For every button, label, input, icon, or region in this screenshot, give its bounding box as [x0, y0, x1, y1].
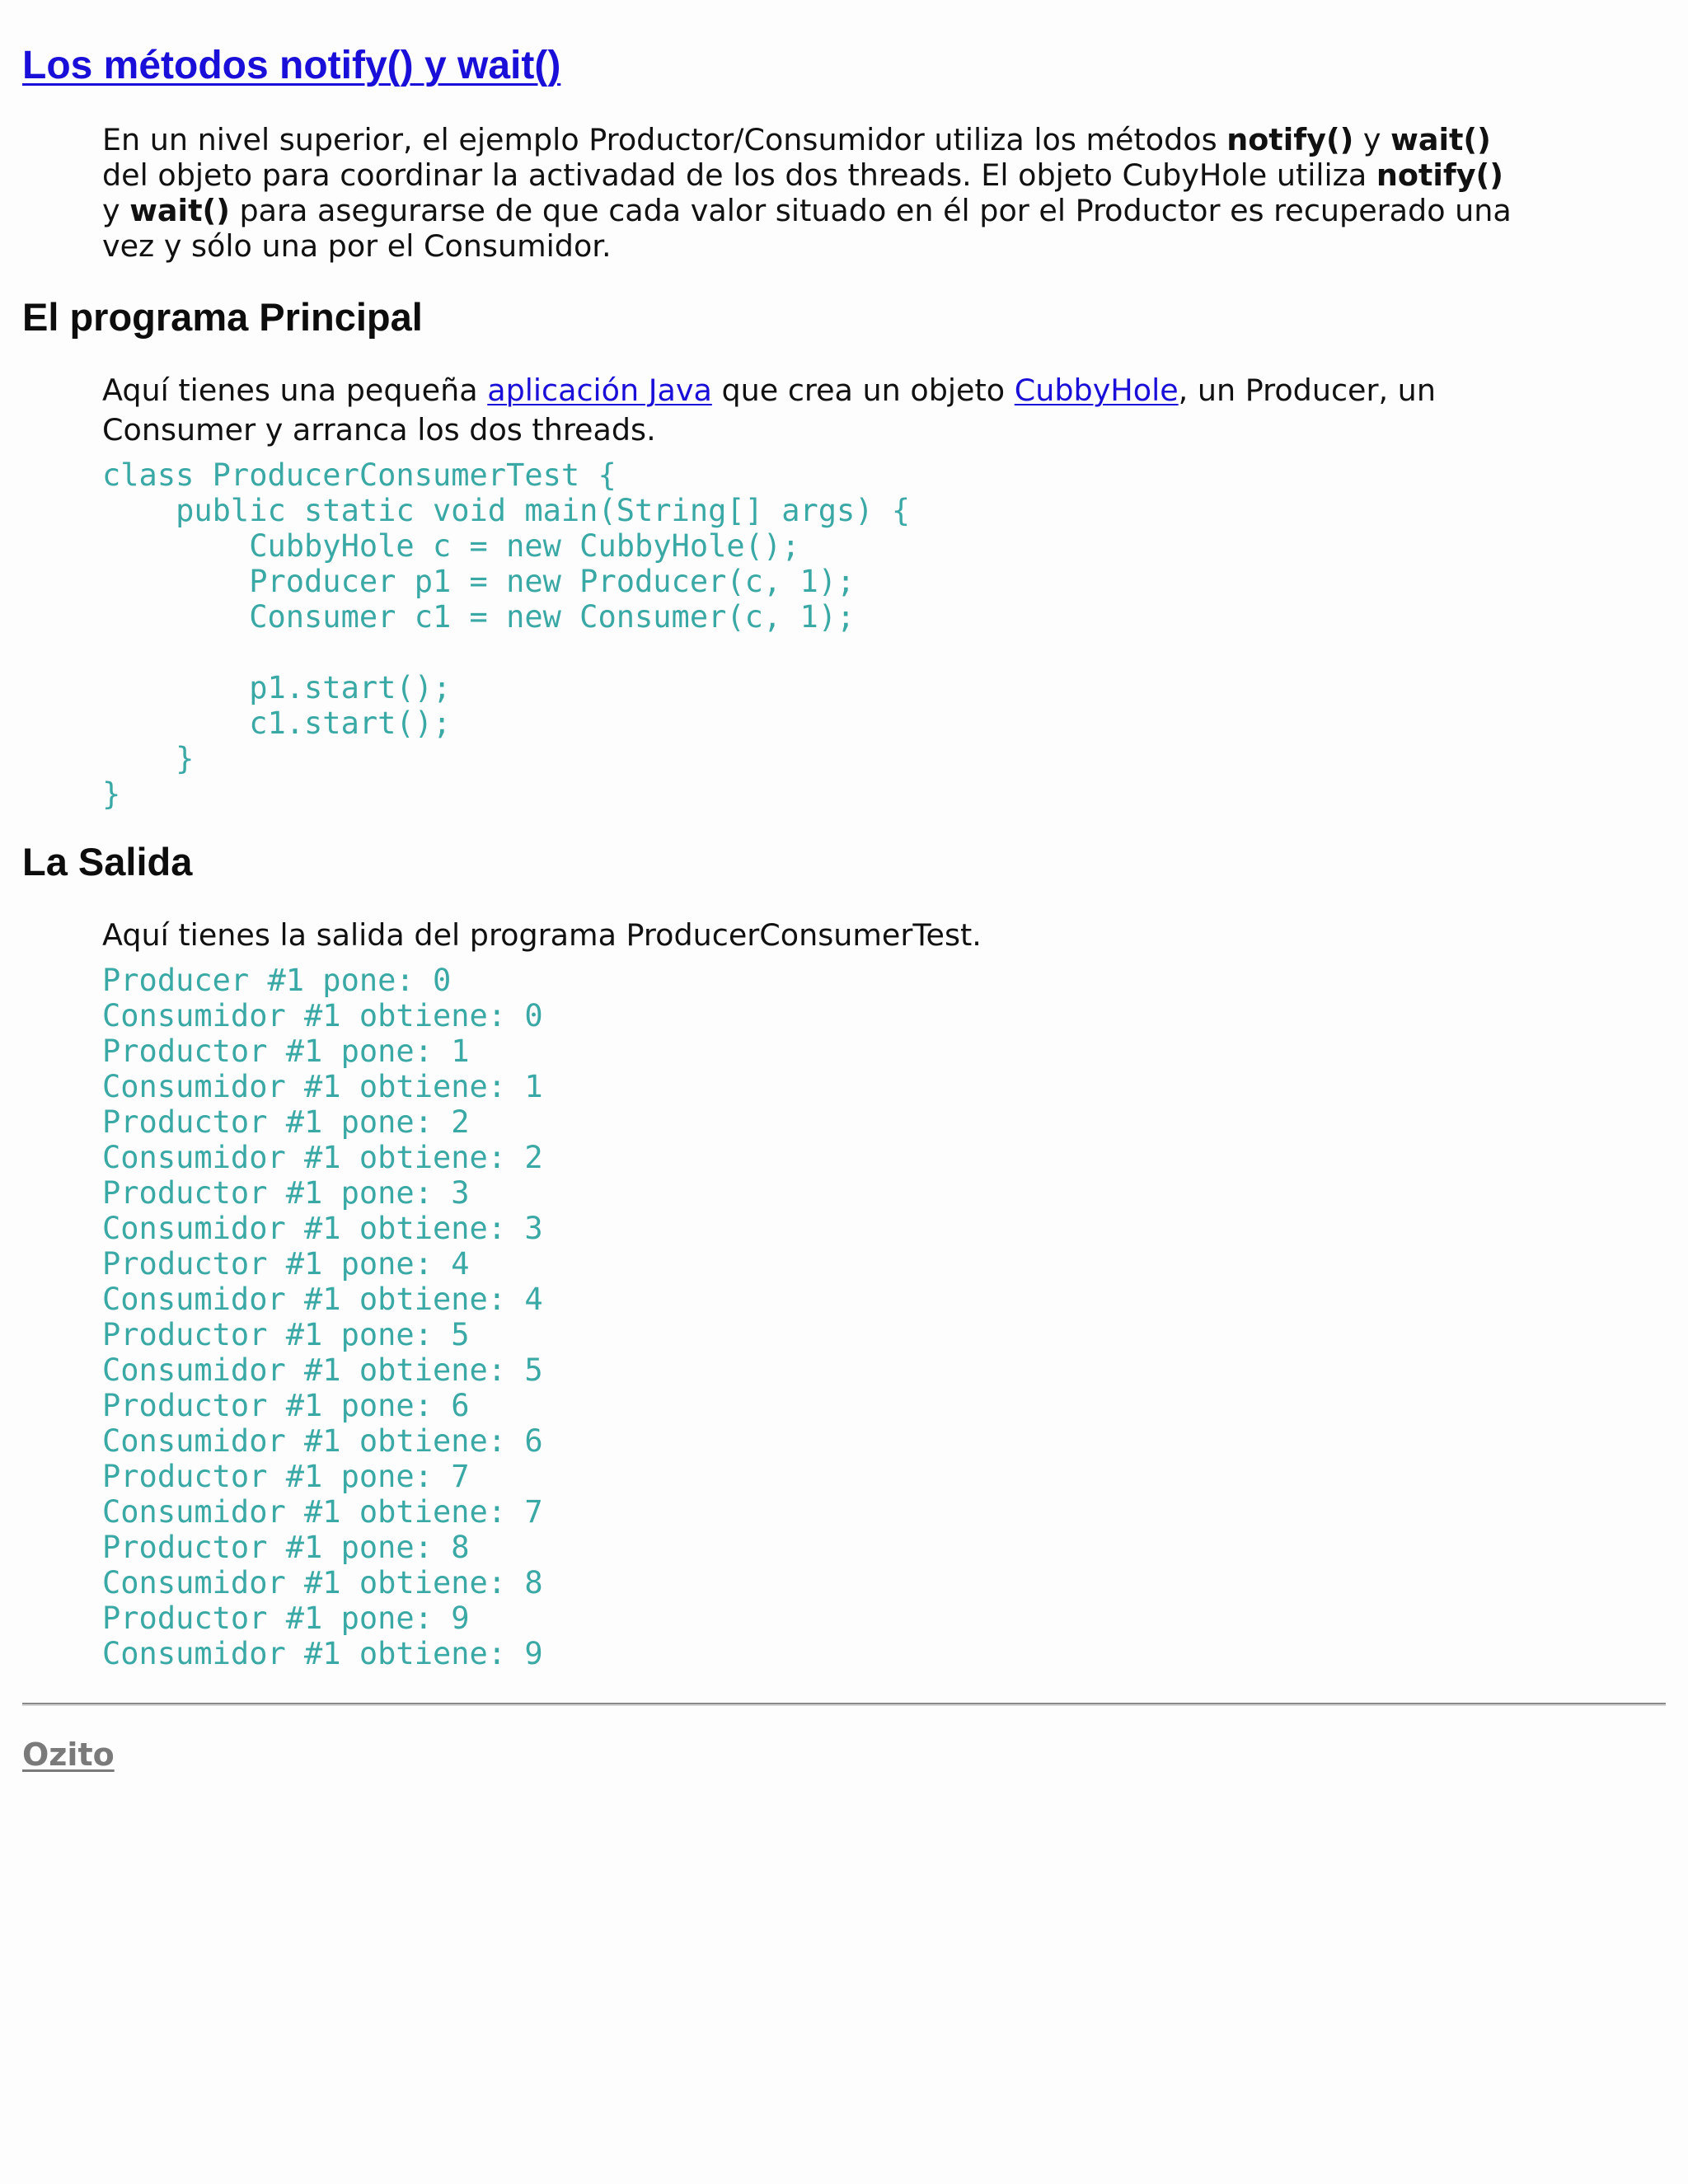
- intro-paragraph: [102, 122, 1586, 264]
- output-line: Consumidor #1 obtiene: 6: [102, 1423, 543, 1459]
- main-description: [102, 371, 1586, 450]
- output-line: Consumidor #1 obtiene: 5: [102, 1352, 543, 1388]
- code-line: class ProducerConsumerTest {: [102, 457, 617, 493]
- code-line: [102, 635, 910, 670]
- output-line: Productor #1 pone: 9: [102, 1601, 470, 1636]
- code-line: }: [102, 776, 121, 812]
- output-line: Consumidor #1 obtiene: 3: [102, 1211, 543, 1246]
- output-line: Producer #1 pone: 0: [102, 963, 452, 998]
- output-line: Consumidor #1 obtiene: 2: [102, 1140, 543, 1175]
- code-line: CubbyHole c = new CubbyHole();: [102, 528, 800, 564]
- output-line: Productor #1 pone: 7: [102, 1459, 470, 1494]
- output-line: Productor #1 pone: 3: [102, 1175, 470, 1211]
- output-line: Productor #1 pone: 5: [102, 1317, 470, 1352]
- output-line: Consumidor #1 obtiene: 1: [102, 1069, 543, 1104]
- output-line: Consumidor #1 obtiene: 9: [102, 1636, 543, 1671]
- horizontal-divider: [22, 1703, 1666, 1706]
- output-line: Productor #1 pone: 2: [102, 1104, 470, 1140]
- java-app-link[interactable]: aplicación Java: [487, 373, 712, 408]
- output-line: Productor #1 pone: 8: [102, 1530, 470, 1565]
- section-heading-output: La Salida: [22, 840, 193, 883]
- main-code-block: [102, 457, 910, 812]
- title-link[interactable]: Los métodos notify() y wait(): [22, 44, 561, 87]
- output-line: Productor #1 pone: 4: [102, 1246, 470, 1282]
- page-title: [22, 41, 560, 91]
- output-line: Productor #1 pone: 6: [102, 1388, 470, 1423]
- intro-line-1: En un nivel superior, el ejemplo Productor/Consumidor utiliza los métodos notify() y wait(): [102, 122, 1491, 157]
- main-description-line-1: Aquí tienes una pequeña aplicación Java que crea un objeto CubbyHole, un Producer, un: [102, 373, 1436, 408]
- code-line: }: [102, 741, 195, 776]
- cubbyhole-link[interactable]: CubbyHole: [1014, 373, 1179, 408]
- output-line: Consumidor #1 obtiene: 4: [102, 1282, 543, 1317]
- output-line: Consumidor #1 obtiene: 0: [102, 998, 543, 1033]
- code-line: public static void main(String[] args) {: [102, 493, 911, 528]
- output-description: Aquí tienes la salida del programa ProducerConsumerTest.: [102, 917, 982, 953]
- output-line: Productor #1 pone: 1: [102, 1033, 470, 1069]
- ozito-link[interactable]: Ozito: [22, 1736, 115, 1773]
- main-description-line-2: Consumer y arranca los dos threads.: [102, 412, 656, 448]
- output-line: Consumidor #1 obtiene: 7: [102, 1494, 543, 1530]
- code-line: Consumer c1 = new Consumer(c, 1);: [102, 599, 856, 635]
- code-line: c1.start();: [102, 705, 452, 741]
- intro-line-3: y wait() para asegurarse de que cada valor situado en él por el Productor es recuperado una: [102, 193, 1512, 228]
- output-code-block: [102, 963, 543, 1671]
- section-heading-main: El programa Principal: [22, 295, 423, 339]
- intro-line-2: del objeto para coordinar la activadad de los dos threads. El objeto CubyHole utiliza notify(): [102, 157, 1503, 193]
- code-line: Producer p1 = new Producer(c, 1);: [102, 564, 856, 599]
- code-line: p1.start();: [102, 670, 452, 705]
- output-line: Consumidor #1 obtiene: 8: [102, 1565, 543, 1601]
- intro-line-4: vez y sólo una por el Consumidor.: [102, 228, 612, 264]
